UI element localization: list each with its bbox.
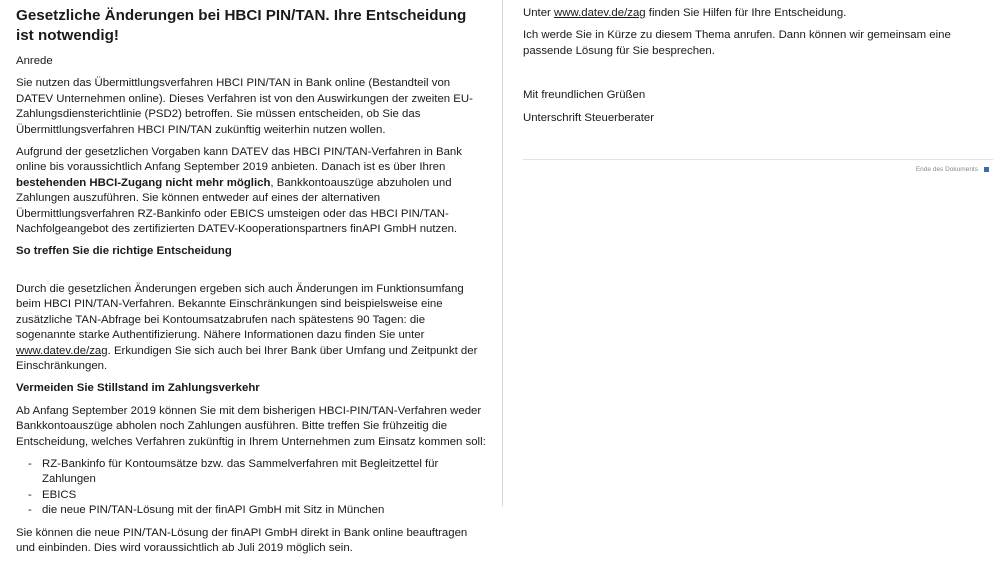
list-item: [16, 457, 486, 488]
end-of-document-label: Ende des Dokuments: [915, 166, 978, 173]
heading-avoid-standstill: Vermeiden Sie Stillstand im Zahlungsverkehr: [16, 382, 260, 395]
letter-right-column: [523, 6, 995, 133]
letter-title: Gesetzliche Änderungen bei HBCI PIN/TAN. Ihre Entscheidung ist notwendig!: [16, 7, 467, 44]
datev-zag-link[interactable]: www.datev.de/zag: [16, 344, 108, 357]
heading-decision: So treffen Sie die richtige Entscheidung: [16, 245, 232, 258]
datev-zag-help-link[interactable]: www.datev.de/zag: [554, 7, 646, 19]
list-dash: -: [28, 504, 32, 517]
paragraph-legal-bold: bestehenden HBCI-Zugang nicht mehr möglich: [16, 176, 271, 189]
paragraph-help: [523, 6, 995, 21]
end-of-document-marker: [916, 166, 989, 173]
paragraph-legal-text-after: , Bankkontoauszüge abzuholen und Zahlungen auszuführen. Sie können entweder auf eines der alternativen Übermittlungsverfahren RZ-Bankinfo oder EBICS umsteigen oder das HBCI PIN/TAN-Nachfolgeangebot des zertifizierten DATEV-Kooperationspartners finAPI GmbH nutzen.: [16, 176, 458, 236]
list-dash: -: [28, 457, 32, 470]
list-item-text: RZ-Bankinfo für Kontoumsätze bzw. das Sammelverfahren mit Begleitzettel für Zahlungen: [42, 457, 439, 486]
paragraph-deadline: Ab Anfang September 2019 können Sie mit dem bisherigen HBCI-PIN/TAN-Verfahren weder Bankkontoauszüge abholen noch Zahlungen ausführen. Bitte treffen Sie frühzeitig die Entscheidung, welches Verfahren zukünftig in Ihrem Unternehmen zum Einsatz kommen soll:: [16, 404, 486, 448]
closing: Mit freundlichen Grüßen: [523, 89, 646, 102]
salutation: Anrede: [16, 55, 53, 67]
letter-left-column: [16, 6, 486, 563]
spacer: [523, 66, 995, 88]
help-suffix: finden Sie Hilfen für Ihre Entscheidung.: [645, 7, 847, 19]
paragraph-finapi: Sie können die neue PIN/TAN-Lösung der finAPI GmbH direkt in Bank online beauftragen und einbinden. Dies wird voraussichtlich ab Juli 2019 möglich sein.: [16, 526, 468, 554]
paragraph-legal-requirements: [16, 145, 486, 237]
paragraph-call: Ich werde Sie in Kürze zu diesem Thema anrufen. Dann können wir gemeinsam eine passende Lösung für Sie besprechen.: [523, 29, 951, 57]
paragraph-function-text-after: . Erkundigen Sie sich auch bei Ihrer Bank über Umfang und Zeitpunkt der Einschränkungen.: [16, 344, 478, 372]
paragraph-legal-text-before: Aufgrund der gesetzlichen Vorgaben kann DATEV das HBCI PIN/TAN-Verfahren in Bank online bis voraussichtlich Anfang September 2019 anbieten. Danach ist es über Ihren: [16, 146, 462, 174]
procedure-options-list: [16, 457, 486, 519]
signature: Unterschrift Steuerberater: [523, 111, 655, 124]
list-item: [16, 488, 486, 503]
paragraph-function-changes: [16, 282, 486, 374]
list-item-text: EBICS: [42, 488, 77, 501]
end-square-icon: [984, 167, 989, 172]
list-item: [16, 503, 486, 518]
paragraph-function-text-before: Durch die gesetzlichen Änderungen ergeben sich auch Änderungen im Funktionsumfang beim HBCI PIN/TAN-Verfahren. Bekannte Einschränkungen sind beispielsweise eine zusätzliche TAN-Abfrage bei Kontoumsatzabrufen nach spätestens 90 Tagen: die sogenannte starke Authentifizierung. Nähere Informationen dazu finden Sie unter: [16, 282, 464, 342]
paragraph-intro: Sie nutzen das Übermittlungsverfahren HBCI PIN/TAN in Bank online (Bestandteil von DATEV Unternehmen online). Dieses Verfahren ist von den Auswirkungen der zweiten EU-Zahlungsdiensterichtlinie (PSD2) betroffen. Sie müssen entscheiden, ob Sie das Übermittlungsverfahren HBCI PIN/TAN zukünftig weiterhin nutzen wollen.: [16, 77, 473, 136]
help-prefix: Unter: [523, 7, 555, 19]
end-rule: [523, 159, 993, 160]
list-dash: -: [28, 488, 32, 501]
list-item-text: die neue PIN/TAN-Lösung mit der finAPI GmbH mit Sitz in München: [42, 504, 385, 517]
column-divider: [502, 0, 503, 506]
